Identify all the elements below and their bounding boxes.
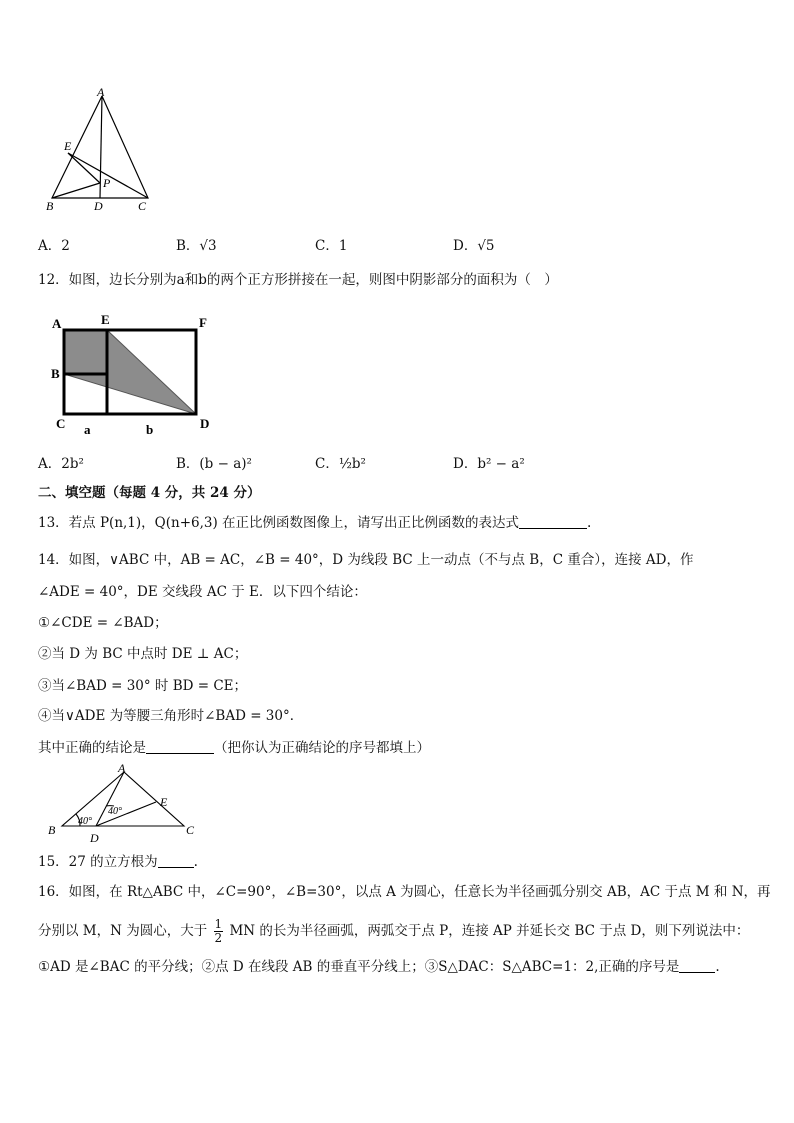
q15-answer-blank[interactable] [158, 853, 194, 868]
q14-ask-end: （把你认为正确结论的序号都填上） [214, 740, 430, 756]
q13-answer-blank[interactable] [519, 514, 587, 529]
label-c: C [56, 416, 66, 431]
label-d: D [200, 416, 210, 431]
label-c: C [186, 823, 195, 837]
q16-line2-end: MN 的长为半径画弧，两弧交于点 P，连接 AP 并延长交 BC 于点 D，则下列说法中： [229, 923, 750, 939]
label-e: E [101, 312, 110, 327]
q13-question [38, 514, 591, 532]
q16-answer-blank[interactable] [679, 958, 715, 973]
q16-fraction [214, 918, 224, 945]
q11-option-a: A．2 [38, 238, 70, 254]
label-d: D [94, 199, 103, 213]
q16-line3 [38, 958, 720, 976]
label-a: A [97, 86, 105, 99]
label-c: C [138, 199, 147, 213]
label-p: P [103, 176, 111, 190]
angle-label-b: 40° [78, 816, 92, 827]
triangle-figure-q14 [44, 762, 204, 846]
q12-option-b: B．(b − a)² [176, 456, 252, 472]
q16-line3-text: ①AD 是∠BAC 的平分线；②点 D 在线段 AB 的垂直平分线上；③S△DAC：S△ABC=1：2,正确的序号是 [38, 959, 680, 975]
triangle-figure-q11 [40, 86, 160, 214]
label-a: A [52, 316, 62, 331]
q12-option-d: D．b² − a² [453, 456, 525, 472]
q15-text: 15．27 的立方根为 [38, 854, 158, 870]
q14-answer-blank[interactable] [146, 739, 214, 754]
q16-line2 [38, 918, 749, 945]
q11-option-c: C．1 [315, 238, 348, 254]
q14-ask [38, 739, 430, 757]
fraction-numerator: 1 [214, 917, 223, 931]
label-e: E [64, 139, 72, 153]
section-heading-fill-in: 二、填空题（每题 4 分，共 24 分） [38, 485, 261, 501]
q13-text: 13．若点 P(n,1)，Q(n+6,3) 在正比例函数图像上，请写出正比例函数的表达式 [38, 515, 520, 531]
q12-question: 12．如图，边长分别为a和b的两个正方形拼接在一起，则图中阴影部分的面积为（ ） [38, 272, 558, 288]
fraction-denominator: 2 [214, 931, 223, 945]
q14-conclusion-1: ①∠CDE = ∠BAD； [38, 615, 168, 631]
q11-option-b: B．√3 [176, 238, 217, 254]
label-b: B [46, 199, 54, 213]
label-small-a: a [84, 422, 91, 437]
q14-conclusion-4: ④当∨ADE 为等腰三角形时∠BAD = 30°． [38, 708, 304, 724]
q16-end: . [715, 959, 720, 975]
q14-ask-text: 其中正确的结论是 [38, 740, 146, 756]
label-b: B [51, 366, 60, 381]
q16-line2-start: 分别以 M，N 为圆心，大于 [38, 923, 208, 939]
q15-end: . [193, 854, 198, 870]
label-small-b: b [146, 422, 154, 437]
label-e: E [160, 795, 168, 809]
q14-conclusion-3: ③当∠BAD = 30° 时 BD = CE； [38, 678, 248, 694]
q12-option-a: A．2b² [38, 456, 84, 472]
q12-option-c: C．½b² [315, 456, 366, 472]
q14-line2: ∠ADE = 40°，DE 交线段 AC 于 E．以下四个结论： [38, 584, 367, 600]
label-f: F [199, 315, 207, 330]
squares-figure-q12 [44, 310, 224, 440]
q14-line1: 14．如图，∨ABC 中，AB = AC，∠B = 40°，D 为线段 BC 上一动点（不与点 B，C 重合），连接 AD，作 [38, 552, 694, 568]
q16-line1: 16．如图，在 Rt△ABC 中，∠C=90°，∠B=30°，以点 A 为圆心，任意长为半径画弧分别交 AB，AC 于点 M 和 N，再 [38, 884, 771, 900]
q15-question [38, 853, 198, 871]
label-d: D [90, 831, 99, 845]
label-a: A [118, 762, 126, 775]
angle-label-d: 40° [108, 806, 122, 817]
label-b: B [48, 823, 56, 837]
q14-conclusion-2: ②当 D 为 BC 中点时 DE ⊥ AC； [38, 646, 248, 662]
q13-end: . [587, 515, 592, 531]
q11-option-d: D．√5 [453, 238, 495, 254]
